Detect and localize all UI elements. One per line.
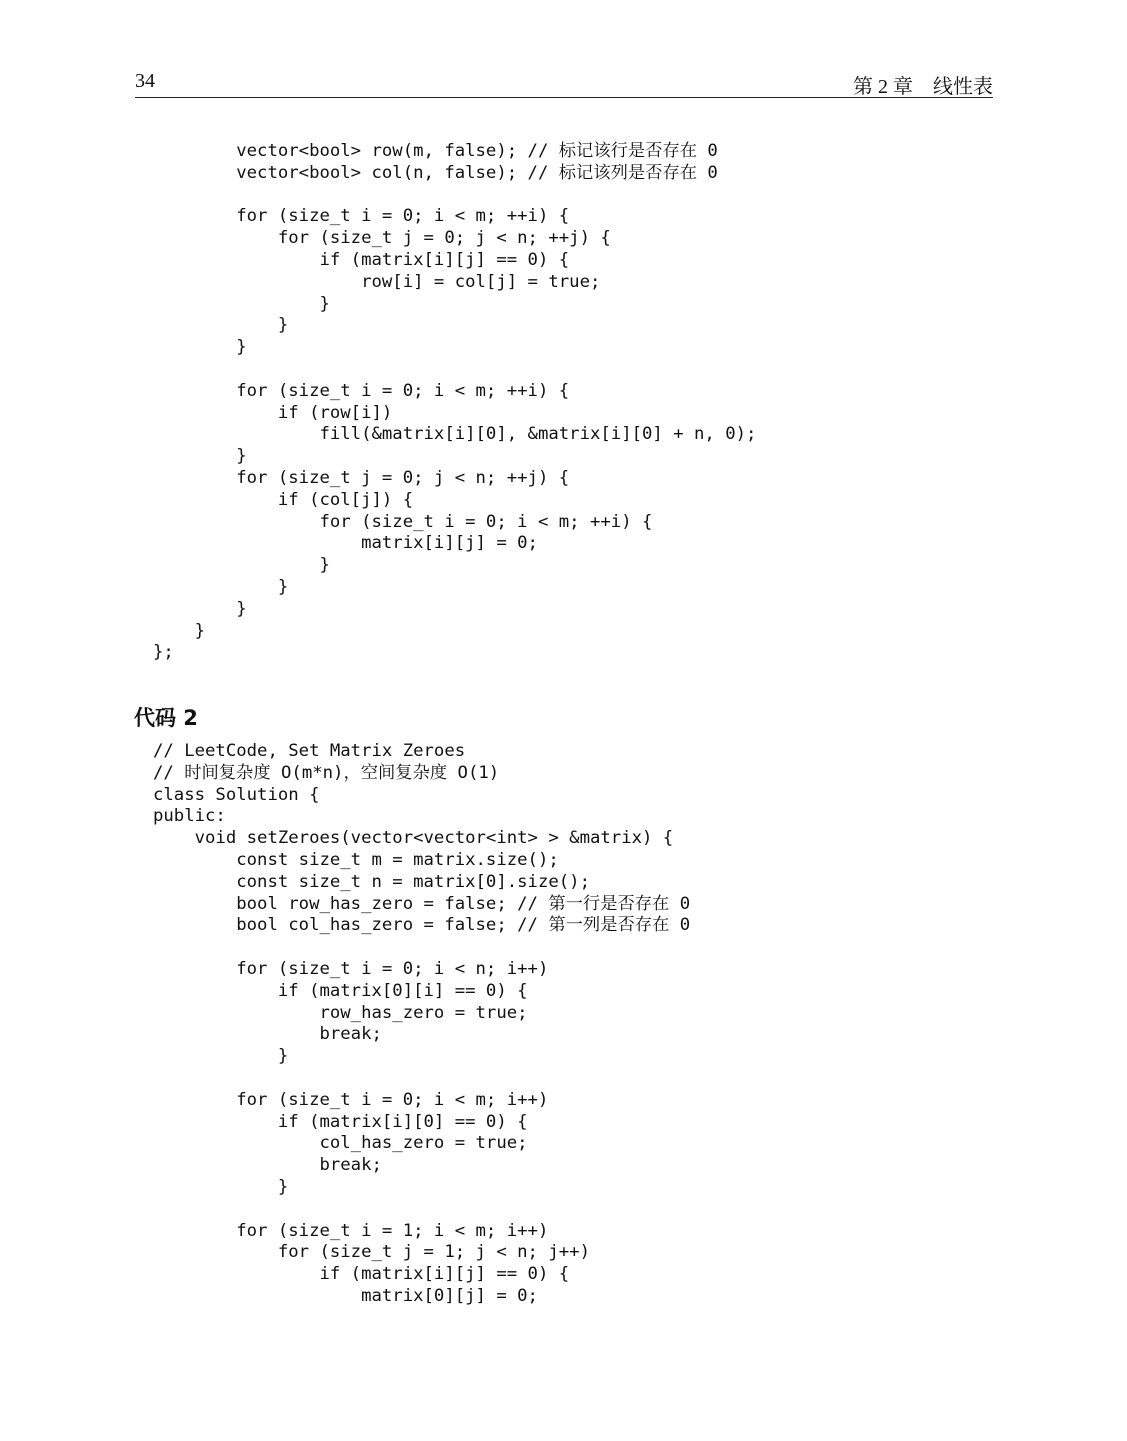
- code-line: row[i] = col[j] = true;: [153, 271, 601, 292]
- code-line: for (size_t i = 0; i < m; ++i) {: [153, 511, 653, 532]
- code-line: [153, 937, 690, 959]
- code-line: bool row_has_zero = false; // 第一行是否存在 0: [153, 893, 691, 914]
- code-line: [153, 359, 756, 381]
- code-line: matrix[0][j] = 0;: [153, 1285, 538, 1306]
- code-line: row_has_zero = true;: [153, 1002, 528, 1023]
- code-line: if (col[j]) {: [153, 489, 414, 510]
- code-line: for (size_t j = 0; j < n; ++j) {: [153, 228, 611, 249]
- code-line: }: [153, 598, 247, 619]
- code-line: break;: [153, 1155, 382, 1176]
- code-line: for (size_t i = 1; i < m; i++): [153, 1220, 549, 1241]
- code-line: const size_t n = matrix[0].size();: [153, 871, 590, 892]
- code-line: vector<bool> col(n, false); // 标记该列是否存在 0: [153, 162, 718, 183]
- code-line: }: [153, 293, 330, 314]
- code-line: if (matrix[0][i] == 0) {: [153, 980, 528, 1001]
- code-line: const size_t m = matrix.size();: [153, 849, 559, 870]
- code-line: void setZeroes(vector<vector<int> > &matrix) {: [153, 828, 674, 849]
- code-line: if (row[i]): [153, 402, 393, 423]
- chapter-title: 第 2 章 线性表: [853, 76, 993, 98]
- code-line: // 时间复杂度 O(m*n)，空间复杂度 O(1): [153, 762, 500, 783]
- page-number: 34: [135, 70, 155, 92]
- code-line: if (matrix[i][j] == 0) {: [153, 1264, 570, 1285]
- code-line: }: [153, 1046, 289, 1067]
- code-line: col_has_zero = true;: [153, 1133, 528, 1154]
- code-line: for (size_t j = 1; j < n; j++): [153, 1242, 590, 1263]
- section-heading: 代码 2: [134, 706, 198, 730]
- code-line: for (size_t i = 0; i < m; i++): [153, 1089, 549, 1110]
- code-line: for (size_t i = 0; i < n; i++): [153, 958, 549, 979]
- code-line: matrix[i][j] = 0;: [153, 533, 538, 554]
- page-header: [135, 66, 993, 98]
- code-line: [153, 1199, 690, 1221]
- code-line: }: [153, 620, 206, 641]
- code-line: if (matrix[i][j] == 0) {: [153, 249, 570, 270]
- code-line: for (size_t i = 0; i < m; ++i) {: [153, 380, 570, 401]
- code-line: // LeetCode, Set Matrix Zeroes: [153, 741, 466, 761]
- code-line: class Solution {: [153, 784, 320, 805]
- code-line: public:: [153, 806, 226, 827]
- code-line: }: [153, 1176, 289, 1197]
- code-line: [153, 185, 756, 207]
- code-line: };: [153, 642, 174, 663]
- code-line: }: [153, 555, 330, 576]
- code-line: }: [153, 337, 247, 358]
- code-line: [153, 1068, 690, 1090]
- code-line: break;: [153, 1024, 382, 1045]
- code-block-2: [153, 741, 690, 1308]
- code-line: for (size_t i = 0; i < m; ++i) {: [153, 206, 570, 227]
- code-line: }: [153, 576, 289, 597]
- code-line: }: [153, 315, 289, 336]
- code-line: bool col_has_zero = false; // 第一列是否存在 0: [153, 915, 691, 936]
- code-line: vector<bool> row(m, false); // 标记该行是否存在 0: [153, 141, 718, 161]
- code-block-1: [153, 141, 756, 664]
- code-line: }: [153, 446, 247, 467]
- code-line: fill(&matrix[i][0], &matrix[i][0] + n, 0);: [153, 424, 757, 445]
- code-line: for (size_t j = 0; j < n; ++j) {: [153, 467, 570, 488]
- code-line: if (matrix[i][0] == 0) {: [153, 1111, 528, 1132]
